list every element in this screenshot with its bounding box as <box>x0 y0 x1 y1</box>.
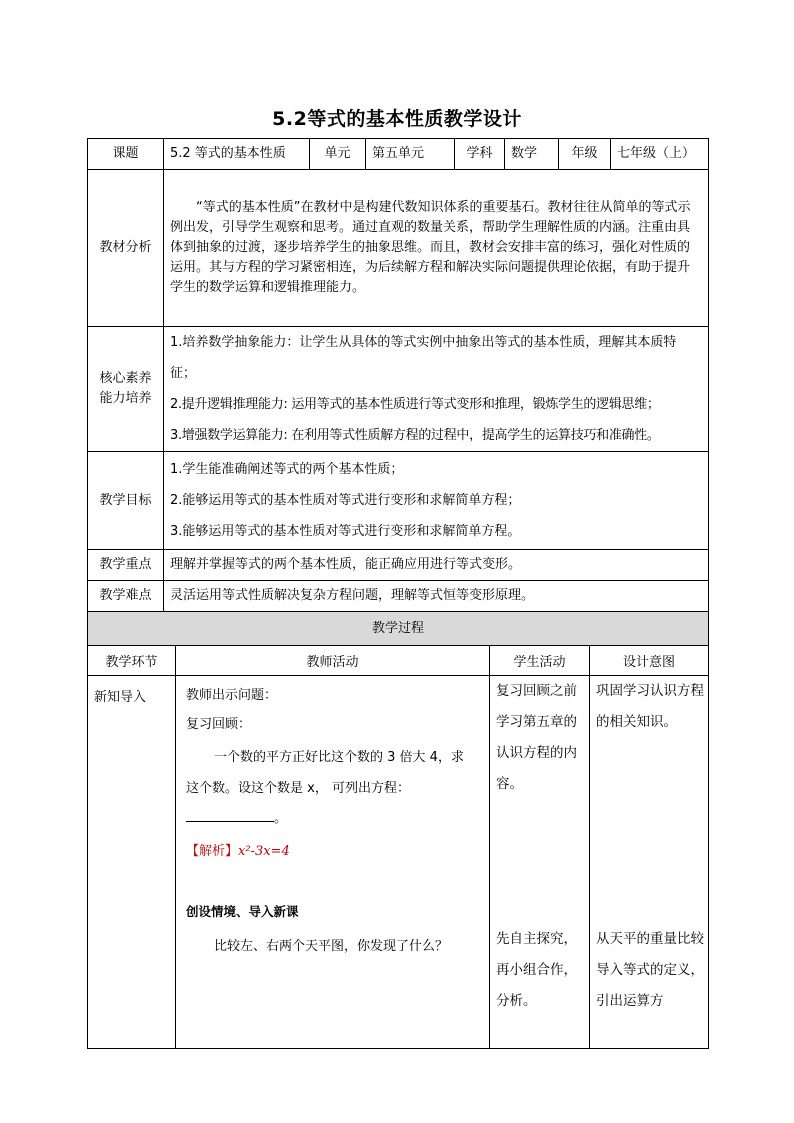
blank-suffix: 。 <box>274 811 288 826</box>
objective-item: 3.能够运用等式的基本性质对等式进行变形和求解简单方程。 <box>170 524 521 539</box>
design-intent-text: 从天平的重量比较导入等式的定义，引出运算方 <box>596 931 704 1009</box>
problem-text: 一个数的平方正好比这个数的 3 倍大 4，求 <box>214 750 464 765</box>
core-literacy-item: 1.培养数学抽象能力：让学生从具体的等式实例中抽象出等式的基本性质，理解其本质特征； <box>170 335 677 381</box>
header-row <box>88 139 709 170</box>
subject-value: 数学 <box>505 139 559 170</box>
core-literacy-item: 3.增强数学运算能力: 在利用等式性质解方程的过程中，提高学生的运算技巧和准确性。 <box>170 428 660 443</box>
objectives-list <box>164 452 709 550</box>
design-intent-text: 巩固学习认识方程的相关知识。 <box>596 683 704 730</box>
material-analysis-text: “等式的基本性质”在教材中是构建代数知识体系的重要基石。教材往往从简单的等式示例出发，引导学生观察和思考。通过直观的数量关系，帮助学生理解性质的内涵。注重由具体到抽象的过渡，逐步培养学生的抽象思维。而且，教材会安排丰富的练习，强化对性质的运用。其与方程的学习紧密相连，为后续解方程和解决实际问题提供理论依据，有助于提升学生的数学运算和逻辑推理能力。 <box>164 170 709 327</box>
objective-item: 2.能够运用等式的基本性质对等式进行变形和求解简单方程； <box>170 493 521 508</box>
column-header: 教师活动 <box>176 646 490 676</box>
course-label: 课题 <box>88 139 164 170</box>
process-row <box>88 676 709 1049</box>
stage-label: 新知导入 <box>94 690 147 705</box>
core-literacy-item: 2.提升逻辑推理能力: 运用等式的基本性质进行等式变形和推理，锻炼学生的逻辑思维； <box>170 397 660 412</box>
core-literacy-list <box>164 327 709 452</box>
core-literacy-row <box>88 327 709 452</box>
grade-label: 年级 <box>559 139 611 170</box>
difficulty-row <box>88 581 709 612</box>
objective-item: 1.学生能准确阐述等式的两个基本性质； <box>170 462 404 477</box>
student-activity-cell <box>490 676 590 1049</box>
teacher-line: 教师出示问题： <box>186 688 278 703</box>
material-analysis-label: 教材分析 <box>88 170 164 327</box>
key-point-label: 教学重点 <box>88 550 164 581</box>
column-header: 设计意图 <box>590 646 709 676</box>
course-value: 5.2 等式的基本性质 <box>164 139 310 170</box>
student-activity-text: 复习回顾之前学习第五章的认识方程的内容。 <box>496 683 577 792</box>
core-literacy-label-line1: 核心素养 <box>99 371 152 386</box>
core-literacy-label <box>88 327 164 452</box>
answer-expression: x²-3x=4 <box>238 844 290 859</box>
grade-value: 七年级（上） <box>611 139 709 170</box>
difficulty-label: 教学难点 <box>88 581 164 612</box>
key-point-text: 理解并掌握等式的两个基本性质，能正确应用进行等式变形。 <box>164 550 709 581</box>
document-title: 5.2等式的基本性质教学设计 <box>272 108 522 130</box>
process-section-header <box>88 612 709 646</box>
answer-line <box>186 840 290 859</box>
design-intent-cell <box>590 676 709 1049</box>
unit-label: 单元 <box>310 139 366 170</box>
objectives-label: 教学目标 <box>88 452 164 550</box>
subheading: 创设情境、导入新课 <box>186 904 299 919</box>
answer-blank <box>186 807 287 826</box>
material-analysis-row <box>88 170 709 327</box>
info-table <box>87 138 709 646</box>
teacher-activity-cell <box>176 676 490 1049</box>
process-table <box>87 645 709 1049</box>
column-header: 教学环节 <box>88 646 176 676</box>
subject-label: 学科 <box>455 139 505 170</box>
problem-text: 这个数。设这个数是 x， 可列出方程： <box>186 781 410 796</box>
core-literacy-label-line2: 能力培养 <box>99 391 152 406</box>
key-point-row <box>88 550 709 581</box>
student-activity-text: 先自主探究，再小组合作，分析。 <box>496 931 577 1009</box>
difficulty-text: 灵活运用等式性质解决复杂方程问题，理解等式恒等变形原理。 <box>164 581 709 612</box>
answer-tag: 【解析】 <box>186 844 239 859</box>
objectives-row <box>88 452 709 550</box>
teacher-line: 复习回顾： <box>186 717 252 732</box>
process-header-row <box>88 646 709 676</box>
question-text: 比较左、右两个天平图，你发现了什么？ <box>214 939 449 954</box>
process-section-title: 教学过程 <box>88 612 709 646</box>
unit-value: 第五单元 <box>366 139 455 170</box>
column-header: 学生活动 <box>490 646 590 676</box>
stage-cell <box>88 676 176 1049</box>
